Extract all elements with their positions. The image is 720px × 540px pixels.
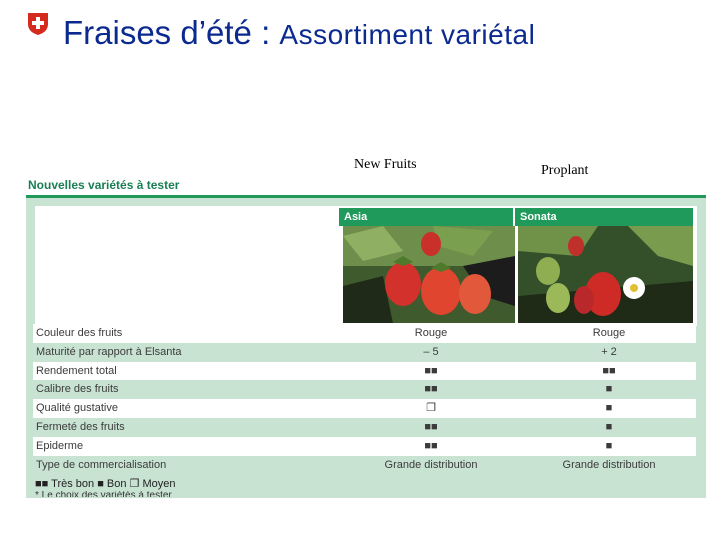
row-value-asia: – 5 <box>423 345 439 358</box>
row-value-sonata: ■■ <box>602 364 616 377</box>
title-sub: Assortiment variétal <box>279 19 536 50</box>
row-value-sonata: ■ <box>605 383 613 396</box>
variety-header-asia: Asia <box>339 208 513 226</box>
row-value-asia: ■■ <box>424 439 438 452</box>
row-value-asia: Grande distribution <box>384 458 478 471</box>
supplier-label-2: Proplant <box>541 163 589 178</box>
strawberry-photo-sonata <box>518 226 693 323</box>
row-label: Type de commercialisation <box>36 458 167 471</box>
row-label: Couleur des fruits <box>36 327 123 339</box>
table-legend: ■■ Très bon ■ Bon ❐ Moyen <box>35 478 176 490</box>
table-row <box>33 343 696 362</box>
page-title <box>63 14 535 54</box>
row-value-sonata: + 2 <box>601 345 617 358</box>
title-main: Fraises d’été : <box>63 14 280 51</box>
row-label: Epiderme <box>36 439 84 452</box>
row-value-sonata: Grande distribution <box>562 458 656 471</box>
table-row <box>33 456 696 475</box>
variety-table-rows <box>33 324 696 474</box>
row-value-sonata: ■ <box>605 420 613 433</box>
variety-header-sonata: Sonata <box>515 208 693 226</box>
row-label: Maturité par rapport à Elsanta <box>36 345 182 358</box>
row-label: Fermeté des fruits <box>36 420 125 433</box>
row-value-asia: ■■ <box>424 383 438 396</box>
row-value-asia: ■■ <box>424 420 438 433</box>
swiss-cross-icon <box>27 12 49 36</box>
section-title: Nouvelles variétés à tester <box>28 178 180 192</box>
table-footnote: * Le choix des variétés à tester <box>35 491 172 497</box>
row-value-asia: Rouge <box>414 327 448 339</box>
table-row <box>33 399 696 418</box>
row-label: Calibre des fruits <box>36 383 119 396</box>
strawberry-photo-asia <box>343 226 515 323</box>
row-label: Qualité gustative <box>36 402 118 415</box>
row-value-asia: ■■ <box>424 364 438 377</box>
table-row <box>33 418 696 437</box>
supplier-label-1: New Fruits <box>354 157 417 172</box>
row-value-sonata: ■ <box>605 439 613 452</box>
table-row <box>33 362 696 381</box>
row-value-sonata: Rouge <box>592 327 626 339</box>
row-value-asia: ❐ <box>426 402 436 415</box>
row-label: Rendement total <box>36 364 117 377</box>
table-row <box>33 380 696 399</box>
row-value-sonata: ■ <box>605 402 613 415</box>
table-row <box>33 437 696 456</box>
table-row <box>33 324 696 343</box>
